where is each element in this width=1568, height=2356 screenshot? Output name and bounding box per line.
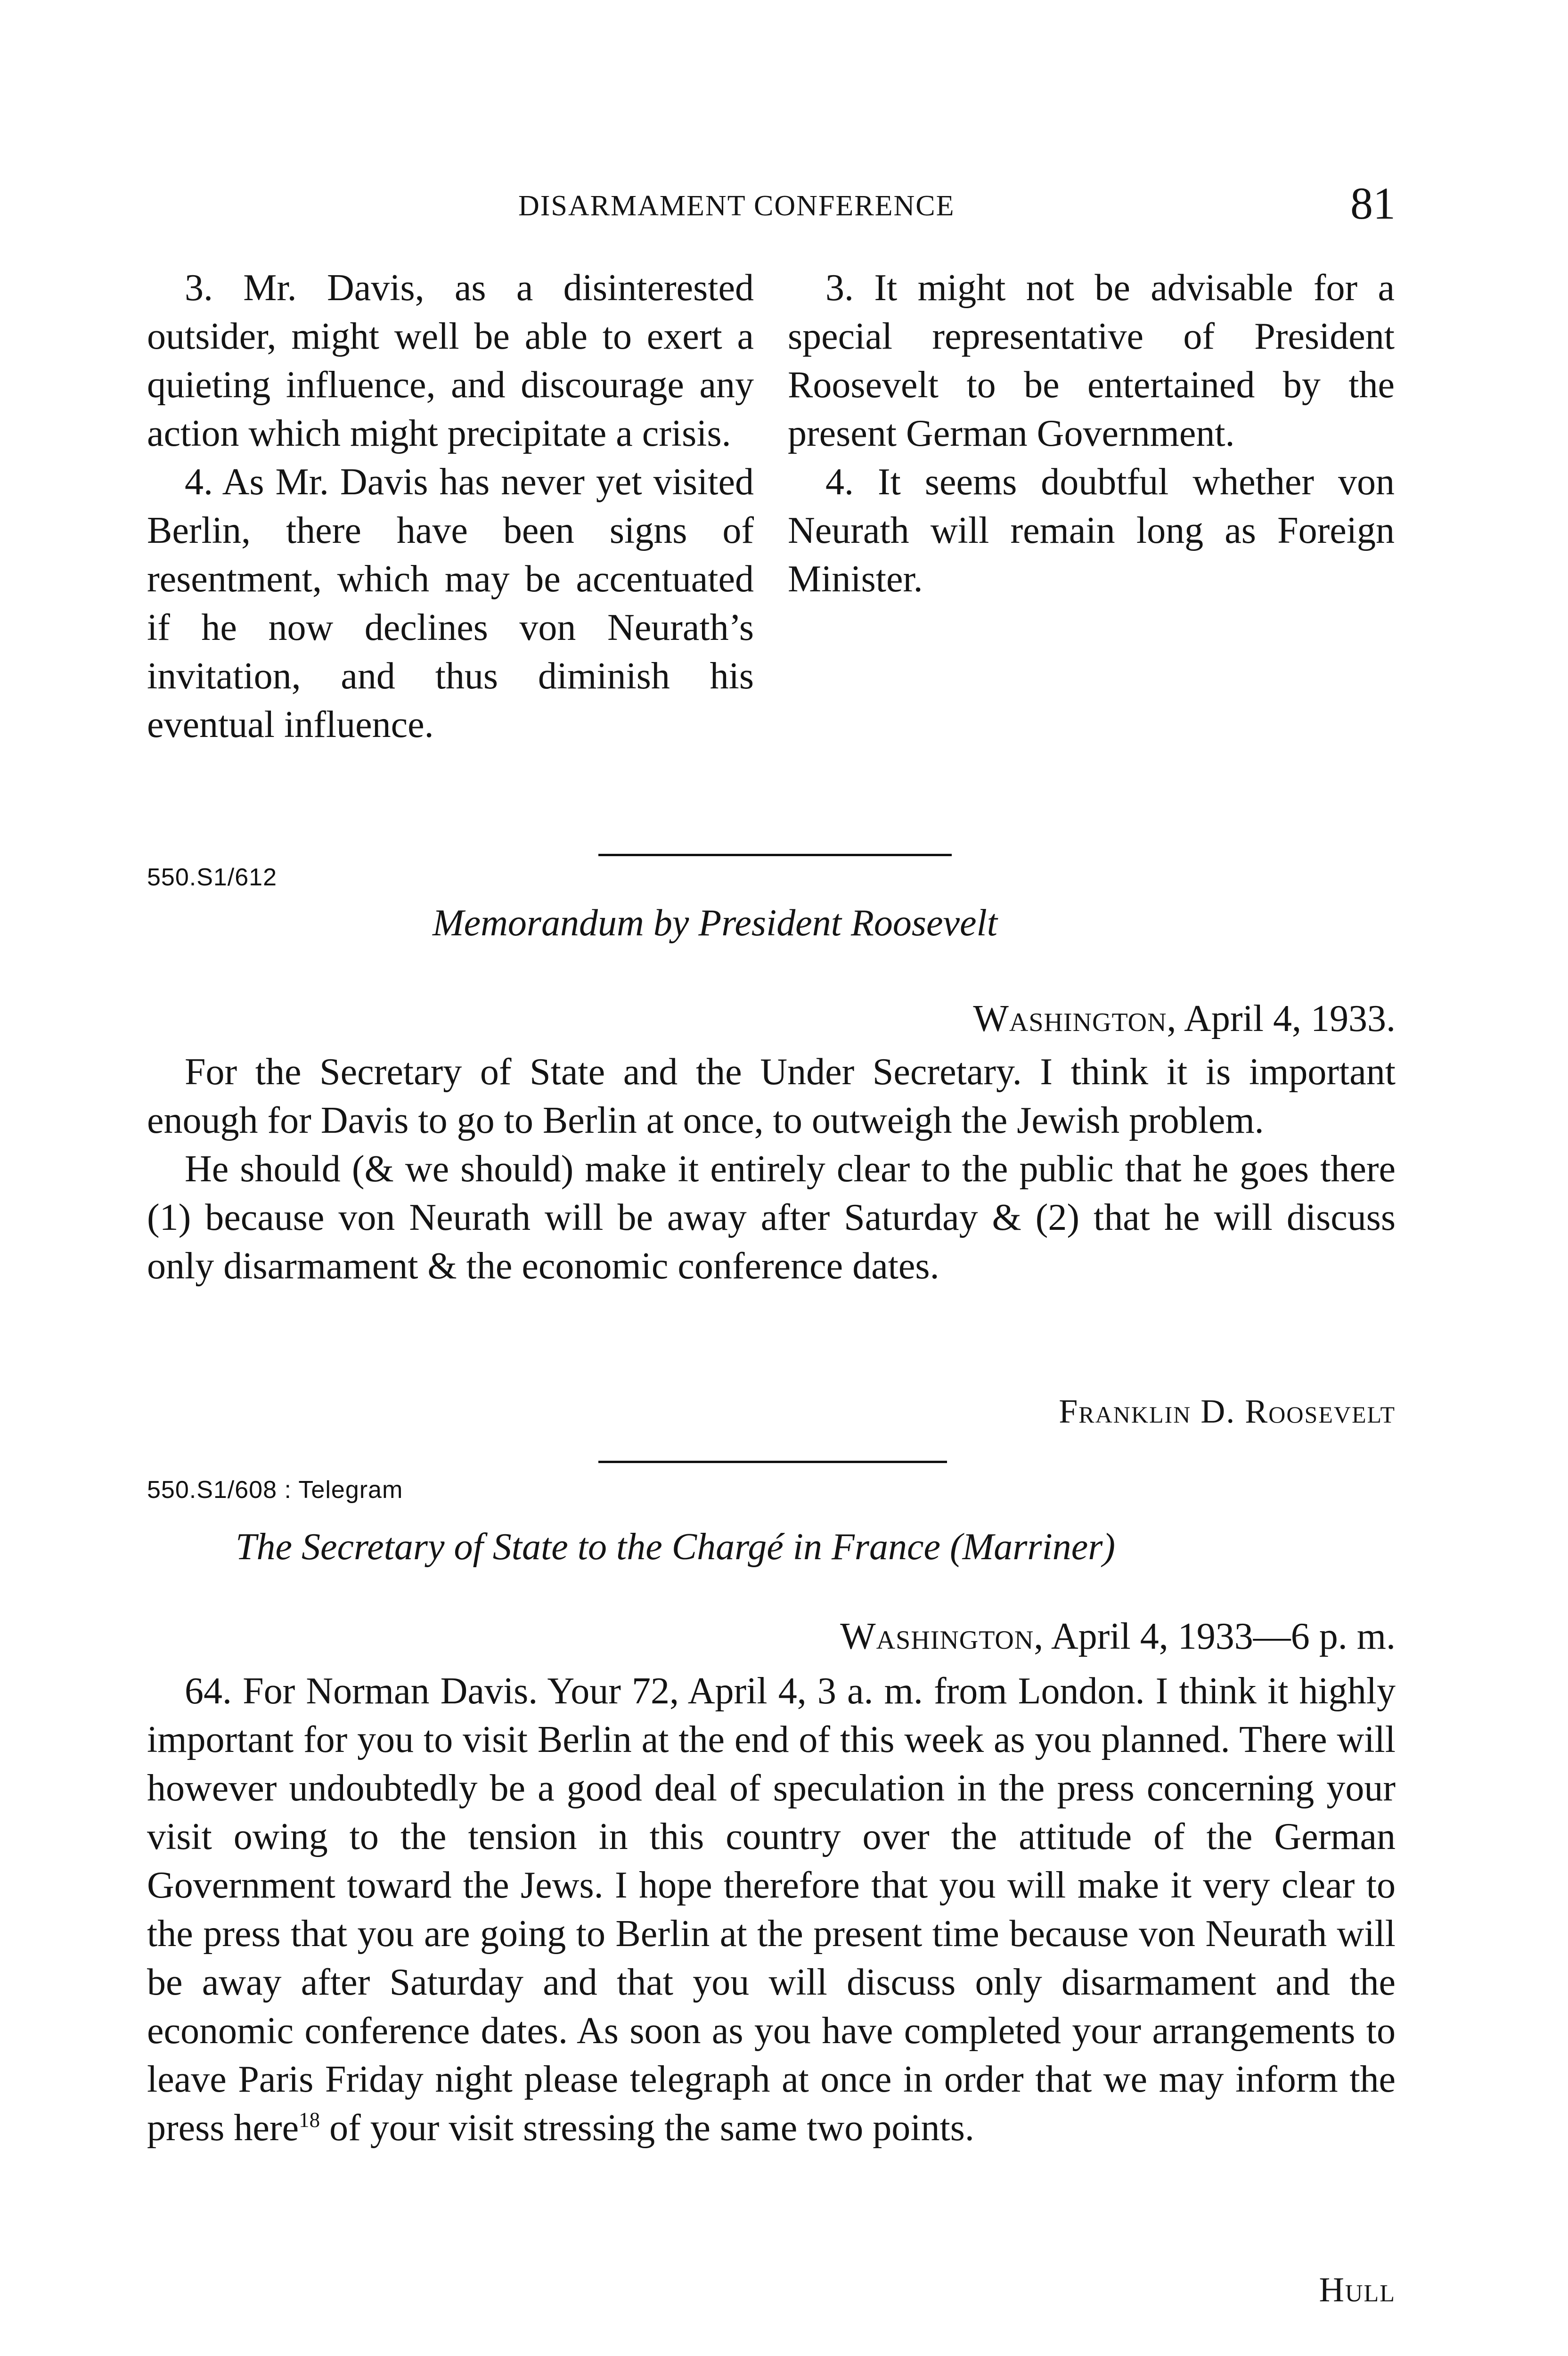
telegram-dateline [840,1615,1396,1658]
section-divider [598,854,952,856]
telegram-file-number: 550.S1/608 : Telegram [147,1476,403,1504]
page-number: 81 [1350,178,1396,229]
memo-paragraph-2: He should (& we should) make it entirely clear to the public that he goes there (1) because von Neurath will be away after Saturday & (2) that he will discuss only disarmament & the economic conference dates. [147,1148,1396,1287]
page-header [147,178,1396,233]
memo-file-number: 550.S1/612 [147,864,278,891]
memo-signature: Franklin D. Roosevelt [1059,1392,1396,1430]
two-column-comparison [147,264,1396,820]
dateline-date: April 4, 1933—6 p. m. [1044,1616,1396,1657]
left-column-point-4: 4. As Mr. Davis has never yet visited Berlin, there have been signs of resentment, which may be accentuated if he now declines von Neurath’s invitation, and thus diminish his eventual influence. [147,461,754,745]
dateline-date: April 4, 1933. [1176,998,1396,1039]
right-column-point-4: 4. It seems doubtful whether von Neurath will remain long as Foreign Minister. [788,461,1395,600]
memo-title: Memorandum by President Roosevelt [433,902,997,944]
telegram-text-after-note: of your visit stressing the same two points. [320,2107,974,2149]
memo-dateline [973,998,1396,1040]
right-column-point-3: 3. It might not be advisable for a special representative of President Roosevelt to be entertained by the present German Government. [788,267,1395,454]
running-head: DISARMAMENT CONFERENCE [518,190,955,222]
memo-paragraph-1: For the Secretary of State and the Under Secretary. I think it is important enough for Davis to go to Berlin at once, to outweigh the Jewish problem. [147,1051,1396,1141]
telegram-paragraph [147,1667,1396,2152]
telegram-title: The Secretary of State to the Chargé in France (Marriner) [236,1526,1116,1568]
section-divider [598,1461,947,1463]
telegram-body [147,1667,1396,2152]
dateline-place: Washington, [973,998,1177,1039]
right-column [788,264,1395,604]
telegram-text-before-note: 64. For Norman Davis. Your 72, April 4, 3 a. m. from London. I think it highly important for you to visit Berlin at the end of this week as you planned. There will however undoubtedly be a good deal of speculation in the press concerning your visit owing to the tension in this country over the attitude of the German Government toward the Jews. I hope therefore that you will make it very clear to the press that you are going to Berlin at the present time because von Neurath will be away after Saturday and that you will discuss only disarmament and the economic conference dates. As soon as you have completed your arrangements to leave Paris Friday night please telegraph at once in order that we may inform the press here [147,1670,1396,2149]
left-column-point-3: 3. Mr. Davis, as a disinterested outsider, might well be able to exert a quieting influence, and discourage any action which might precipitate a crisis. [147,267,754,454]
telegram-signature: Hull [1319,2271,1396,2309]
footnote-reference: 18 [299,2108,320,2132]
dateline-place: Washington, [840,1616,1044,1657]
memo-body [147,1048,1396,1291]
left-column [147,264,754,749]
